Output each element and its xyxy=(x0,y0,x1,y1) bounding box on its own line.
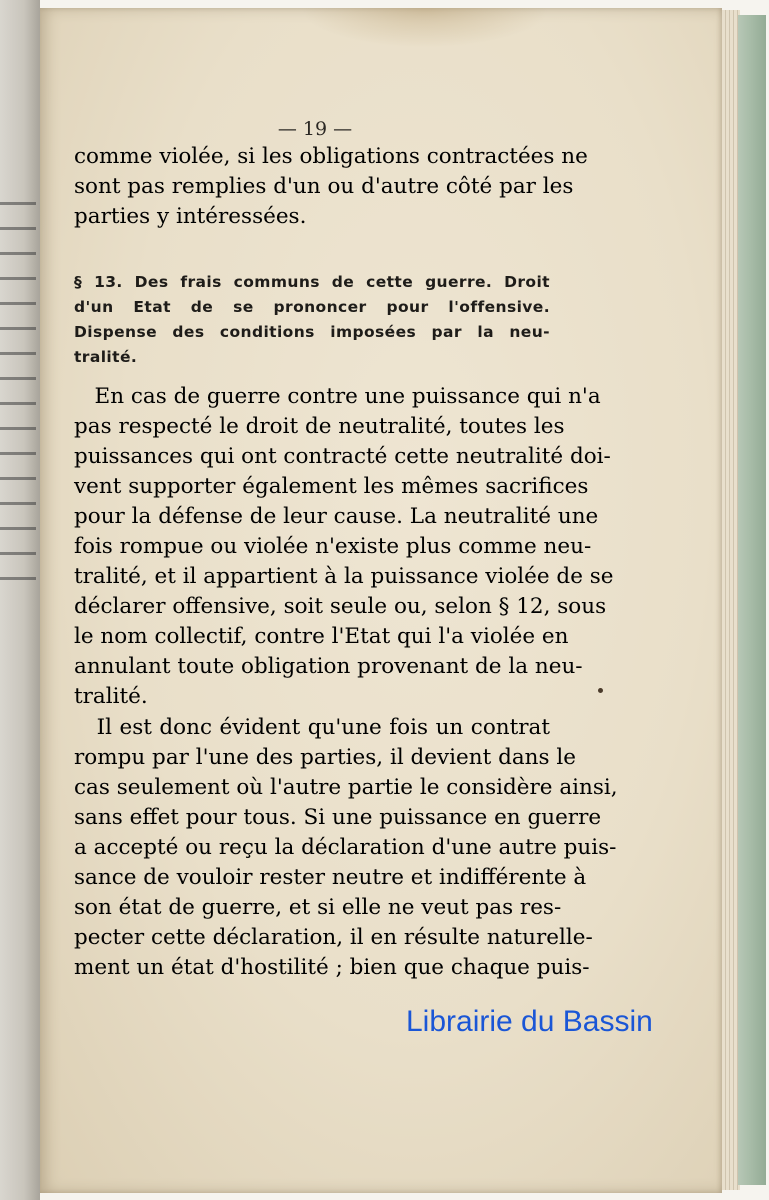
page-number: — 19 — xyxy=(277,118,353,140)
text-line: cas seulement où l'autre partie le considère ainsi, xyxy=(74,775,618,800)
text-line: puissances qui ont contracté cette neutralité doi- xyxy=(74,444,611,469)
paragraph-1 xyxy=(74,142,588,232)
heading-line: § 13. Des frais communs de cette guerre. Droit xyxy=(74,273,550,291)
text-line: sance de vouloir rester neutre et indifférente à xyxy=(74,865,587,890)
text-line: Il est donc évident qu'une fois un contrat xyxy=(74,715,550,740)
paragraph-2 xyxy=(74,382,614,712)
text-line: rompu par l'une des parties, il devient dans le xyxy=(74,745,576,770)
text-line: En cas de guerre contre une puissance qui n'a xyxy=(74,384,601,409)
ink-spot xyxy=(598,688,603,693)
facing-page-text-edge xyxy=(0,180,36,600)
text-line: vent supporter également les mêmes sacrifices xyxy=(74,474,589,499)
watermark-text: Librairie du Bassin xyxy=(406,1005,653,1038)
text-line: annulant toute obligation provenant de la neu- xyxy=(74,654,583,679)
text-line: pecter cette déclaration, il en résulte naturelle- xyxy=(74,925,593,950)
page-stain xyxy=(300,8,550,48)
text-line: tralité, et il appartient à la puissance violée de se xyxy=(74,564,614,589)
text-line: pas respecté le droit de neutralité, toutes les xyxy=(74,414,565,439)
text-line: fois rompue ou violée n'existe plus comme neu- xyxy=(74,534,592,559)
heading-line: Dispense des conditions imposées par la neu- xyxy=(74,323,550,341)
paragraph-3 xyxy=(74,713,618,983)
left-background xyxy=(0,0,40,1200)
heading-line: d'un Etat de se prononcer pour l'offensive. xyxy=(74,298,550,316)
text-line: son état de guerre, et si elle ne veut pas res- xyxy=(74,895,562,920)
section-heading xyxy=(74,270,550,370)
text-line: sans effet pour tous. Si une puissance en guerre xyxy=(74,805,602,830)
text-line: comme violée, si les obligations contractées ne xyxy=(74,144,588,169)
book-cover-edge xyxy=(738,15,766,1185)
text-line: pour la défense de leur cause. La neutralité une xyxy=(74,504,599,529)
text-line: a accepté ou reçu la déclaration d'une autre puis- xyxy=(74,835,617,860)
heading-line: tralité. xyxy=(74,348,138,366)
text-line: le nom collectif, contre l'Etat qui l'a violée en xyxy=(74,624,569,649)
text-line: parties y intéressées. xyxy=(74,204,307,229)
text-line: déclarer offensive, soit seule ou, selon § 12, sous xyxy=(74,594,607,619)
text-line: ment un état d'hostilité ; bien que chaque puis- xyxy=(74,955,590,980)
text-line: sont pas remplies d'un ou d'autre côté par les xyxy=(74,174,574,199)
text-line: tralité. xyxy=(74,684,148,709)
